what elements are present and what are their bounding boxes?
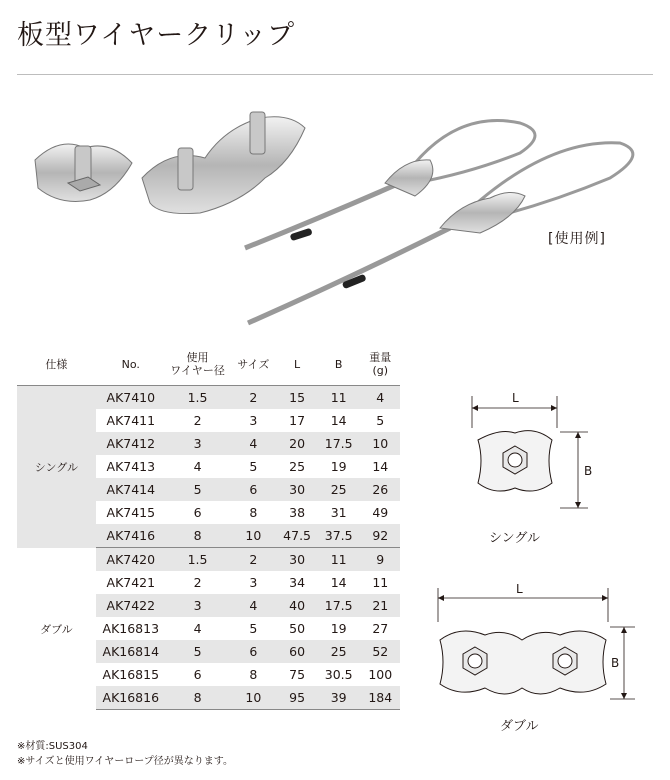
table-cell: 6 xyxy=(229,478,277,501)
table-cell: 15 xyxy=(277,386,316,410)
table-cell: 25 xyxy=(317,640,361,663)
table-cell: AK16816 xyxy=(96,686,166,710)
title-divider xyxy=(17,74,653,75)
table-cell: 10 xyxy=(229,686,277,710)
table-cell: AK7416 xyxy=(96,524,166,548)
table-cell: 14 xyxy=(330,413,347,428)
table-cell: AK7412 xyxy=(96,432,166,455)
table-cell: AK7415 xyxy=(106,505,156,520)
double-clip-image xyxy=(142,112,305,214)
usage-example-label: [使用例] xyxy=(548,231,606,247)
table-cell: 10 xyxy=(229,524,277,548)
header-weight: 重量 (g) xyxy=(361,343,400,386)
table-cell: 6 xyxy=(229,640,277,663)
table-cell: AK7410 xyxy=(96,386,166,410)
table-cell: AK7420 xyxy=(96,548,166,572)
note-material: ※材質:SUS304 xyxy=(17,741,88,752)
double-dim-l: L xyxy=(516,582,523,596)
table-cell: 9 xyxy=(361,548,400,572)
table-cell: 17.5 xyxy=(317,594,361,617)
table-cell: 52 xyxy=(361,640,400,663)
table-row xyxy=(17,548,400,572)
table-cell: 25 xyxy=(317,478,361,501)
table-cell: 4 xyxy=(193,459,202,474)
header-size: サイズ xyxy=(229,343,277,386)
table-cell: 3 xyxy=(249,575,258,590)
table-cell: 14 xyxy=(330,575,347,590)
table-cell: AK7421 xyxy=(106,575,156,590)
header-spec: 仕様 xyxy=(17,343,96,386)
table-cell: 20 xyxy=(277,432,316,455)
table-cell: 50 xyxy=(289,621,306,636)
single-diagram-label: シングル xyxy=(489,531,541,546)
table-cell: 95 xyxy=(277,686,316,710)
table-row xyxy=(17,386,400,410)
header-b: B xyxy=(317,343,361,386)
table-cell: 2 xyxy=(229,548,277,572)
note-size: ※サイズと使用ワイヤーロープ径が異なります。 xyxy=(17,756,233,767)
table-cell: 19 xyxy=(330,621,347,636)
table-cell: 49 xyxy=(372,505,389,520)
table-cell: 5 xyxy=(376,413,385,428)
table-cell: 30 xyxy=(277,478,316,501)
table-cell: 39 xyxy=(317,686,361,710)
table-cell: 37.5 xyxy=(317,524,361,548)
single-dim-b: B xyxy=(584,464,593,478)
double-diagram-label: ダブル xyxy=(500,719,539,734)
table-cell: AK16813 xyxy=(102,621,160,636)
table-cell: 5 xyxy=(166,478,229,501)
table-cell: 8 xyxy=(166,524,229,548)
table-cell: 47.5 xyxy=(277,524,316,548)
table-cell: 8 xyxy=(166,686,229,710)
double-dim-b: B xyxy=(611,656,620,670)
table-cell: 100 xyxy=(368,667,393,682)
table-cell: 27 xyxy=(372,621,389,636)
page-title: 板型ワイヤークリップ xyxy=(17,20,296,51)
table-header-row xyxy=(17,343,400,386)
table-cell: 6 xyxy=(193,667,202,682)
table-cell: 6 xyxy=(193,505,202,520)
table-cell: AK16815 xyxy=(102,667,160,682)
table-cell: 26 xyxy=(361,478,400,501)
table-cell: 5 xyxy=(249,621,258,636)
table-cell: 11 xyxy=(372,575,389,590)
table-cell: 11 xyxy=(317,548,361,572)
table-cell: AK16814 xyxy=(96,640,166,663)
table-cell: 3 xyxy=(166,432,229,455)
double-dimension-diagram xyxy=(430,580,640,710)
table-cell: AK7411 xyxy=(106,413,156,428)
table-cell: 4 xyxy=(229,432,277,455)
table-cell: AK7413 xyxy=(106,459,156,474)
table-cell: 1.5 xyxy=(166,386,229,410)
table-cell: 3 xyxy=(166,594,229,617)
table-cell: 21 xyxy=(361,594,400,617)
table-cell: 14 xyxy=(372,459,389,474)
table-cell: 4 xyxy=(361,386,400,410)
table-cell: 1.5 xyxy=(166,548,229,572)
single-dimension-diagram xyxy=(460,388,600,518)
table-cell: 30 xyxy=(277,548,316,572)
table-cell: AK7422 xyxy=(96,594,166,617)
group-label: シングル xyxy=(17,386,96,548)
table-cell: 17.5 xyxy=(317,432,361,455)
table-cell: 11 xyxy=(317,386,361,410)
table-cell: 60 xyxy=(277,640,316,663)
table-cell: 38 xyxy=(289,505,306,520)
single-dim-l: L xyxy=(512,391,519,405)
table-cell: 40 xyxy=(277,594,316,617)
table-cell: 2 xyxy=(193,413,202,428)
table-cell: 92 xyxy=(361,524,400,548)
table-cell: 19 xyxy=(330,459,347,474)
table-cell: 2 xyxy=(193,575,202,590)
single-clip-image xyxy=(35,144,132,202)
table-cell: 30.5 xyxy=(324,667,353,682)
group-label: ダブル xyxy=(17,548,96,710)
table-cell: 75 xyxy=(289,667,306,682)
table-cell: 34 xyxy=(289,575,306,590)
notes xyxy=(17,739,233,769)
table-cell: 5 xyxy=(249,459,258,474)
table-cell: 8 xyxy=(249,505,258,520)
table-cell: 17 xyxy=(289,413,306,428)
table-cell: 3 xyxy=(249,413,258,428)
table-cell: 4 xyxy=(229,594,277,617)
product-photo xyxy=(20,88,660,338)
table-cell: 4 xyxy=(193,621,202,636)
table-cell: AK7414 xyxy=(96,478,166,501)
header-no: No. xyxy=(96,343,166,386)
table-cell: 10 xyxy=(361,432,400,455)
table-cell: 184 xyxy=(361,686,400,710)
table-cell: 2 xyxy=(229,386,277,410)
table-cell: 25 xyxy=(289,459,306,474)
header-wire-diameter: 使用 ワイヤー径 xyxy=(166,343,229,386)
wire-usage-image xyxy=(245,121,633,324)
header-l: L xyxy=(277,343,316,386)
table-cell: 8 xyxy=(249,667,258,682)
spec-table xyxy=(17,343,400,710)
table-cell: 5 xyxy=(166,640,229,663)
table-cell: 31 xyxy=(330,505,347,520)
